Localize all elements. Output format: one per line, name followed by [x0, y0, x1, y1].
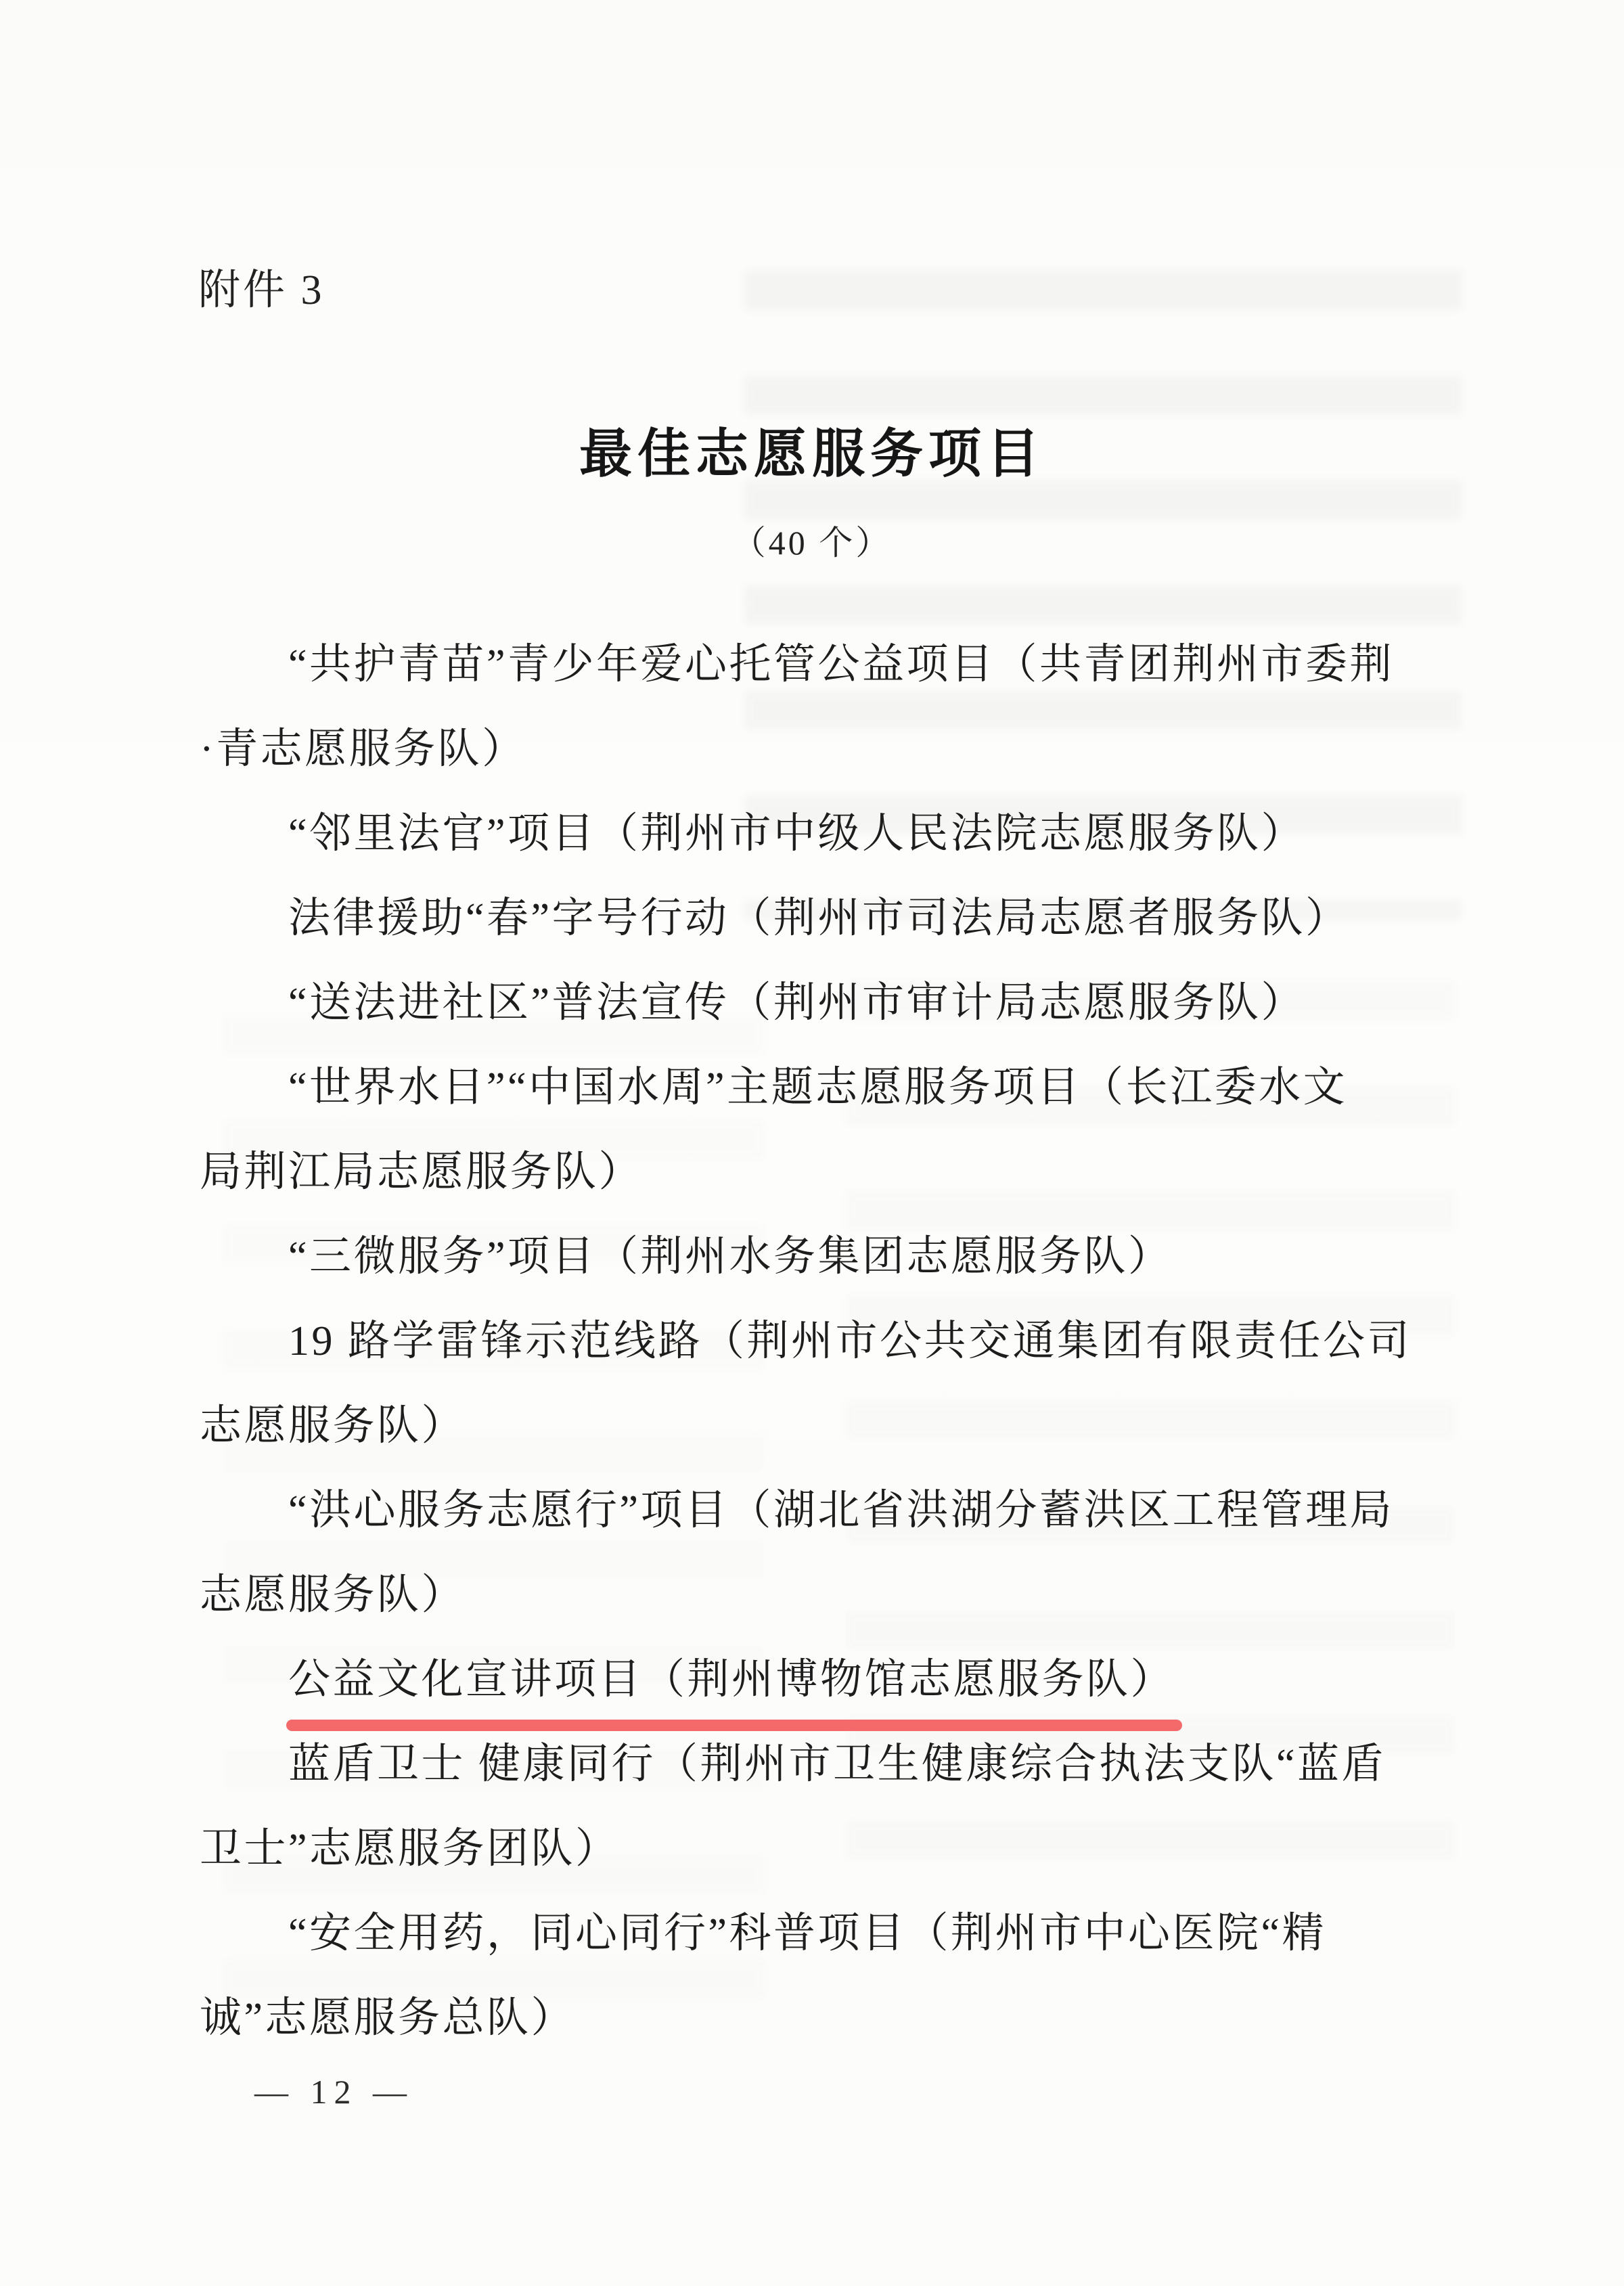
- text-line: 法律援助“春”字号行动（荆州市司法局志愿者服务队）: [288, 895, 1350, 941]
- text-line: “洪心服务志愿行”项目（湖北省洪湖分蓄洪区工程管理局: [288, 1487, 1395, 1533]
- text-line: ·青志愿服务队）: [200, 726, 526, 772]
- page-subtitle: （40 个）: [731, 524, 893, 562]
- page-number: — 12 —: [254, 2073, 413, 2111]
- text-line: “世界水日”“中国水周”主题志愿服务项目（长江委水文: [288, 1064, 1348, 1111]
- attachment-label: 附件 3: [198, 267, 325, 313]
- text-line: “安全用药，同心同行”科普项目（荆州市中心医院“精: [288, 1910, 1327, 1956]
- text-line: “送法进社区”普法宣传（荆州市审计局志愿服务队）: [288, 980, 1306, 1026]
- text-line: “三微服务”项目（荆州水务集团志愿服务队）: [288, 1234, 1173, 1280]
- text-line: 志愿服务队）: [200, 1403, 466, 1449]
- text-line: “共护青苗”青少年爱心托管公益项目（共青团荆州市委荆: [288, 642, 1395, 688]
- text-line: 19 路学雷锋示范线路（荆州市公共交通集团有限责任公司: [288, 1318, 1412, 1364]
- body-text: [200, 623, 1438, 2061]
- text-line: 蓝盾卫士 健康同行（荆州市卫生健康综合执法支队“蓝盾: [288, 1741, 1386, 1787]
- text-line: 公益文化宣讲项目（荆州博物馆志愿服务队）: [200, 1638, 1438, 1722]
- page-title: 最佳志愿服务项目: [579, 424, 1045, 483]
- text-line: 局荆江局志愿服务队）: [200, 1149, 644, 1195]
- text-line: 志愿服务队）: [200, 1572, 466, 1618]
- text-line: 卫士”志愿服务团队）: [200, 1826, 620, 1872]
- text-line: “邻里法官”项目（荆州市中级人民法院志愿服务队）: [288, 811, 1306, 857]
- text-line: 诚”志愿服务总队）: [200, 1995, 576, 2041]
